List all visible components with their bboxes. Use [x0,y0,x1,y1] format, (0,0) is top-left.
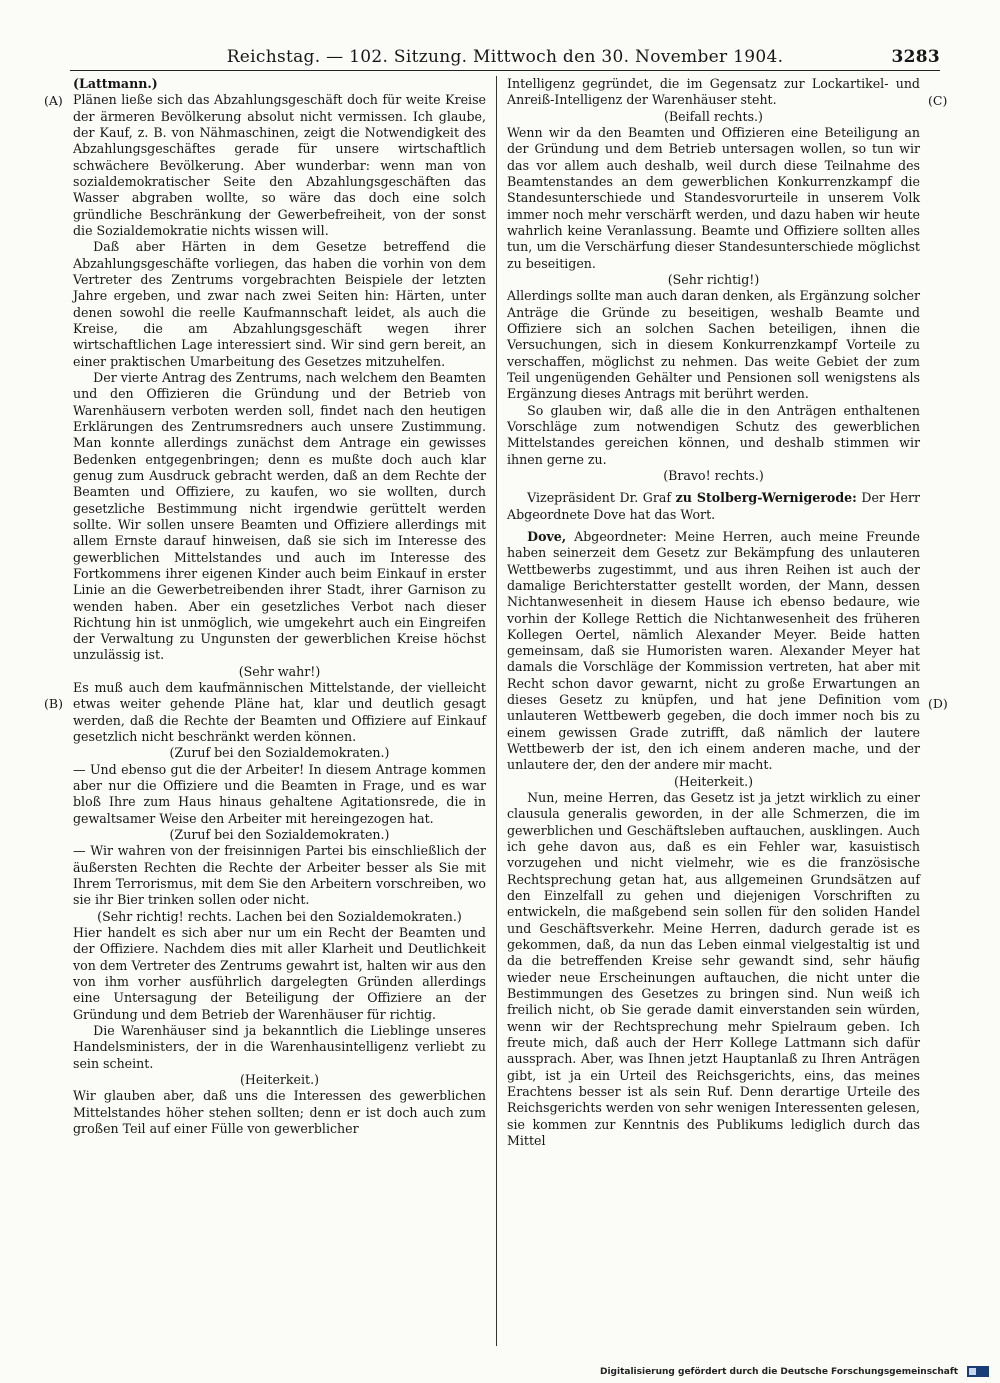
interjection: (Bravo! rechts.) [663,467,764,483]
paragraph: Nun, meine Herren, das Gesetz ist ja jetzt wirklich zu einer clausula generalis geworden, in der alle Schmerzen, die im gewerblichen und Geschäftsleben auftauchen, ausklingen. Auch ich gehe davon aus, daß es ein Fehler war, kasuistisch vorzugehen und nicht vielmehr, wie es die französische Rechtsprechung getan hat, aus allgemeinen Grundsätzen auf den Einzelfall zu gehen und diejenigen Vorschriften zu entwickeln, die maßgebend sein sollen für den soliden Handel und Geschäftsverkehr. Meine Herren, dadurch gerade ist es gekommen, daß, da nun das Leben einmal vielgestaltig ist und da die betreffenden Kreise sehr gewandt sind, sehr häufig wieder neue Erscheinungen auftauchen, die nicht unter die Bestimmungen des Gesetzes zu bringen sind. Nun weiß ich freilich nicht, ob Sie gerade damit einverstanden sein würden, wenn wir der Rechtsprechung mehr Spielraum geben. Ich freute mich, daß auch der Herr Kollege Lattmann sich dafür aussprach. Aber, was Ihnen jetzt Hauptanlaß zu Ihren Anträgen gibt, ist ja ein Urteil des Reichsgerichts, eins, das meines Erachtens besser ist als sein Ruf. Denn derartige Urteile des Reichsgerichts werden von sehr wenigen Interessenten gelesen, sie kommen zur Kenntnis des Publikums lediglich durch das Mittel [507,790,920,1148]
page-number: 3283 [891,47,940,67]
running-title: Reichstag. — 102. Sitzung. Mittwoch den 30. November 1904. [226,47,784,67]
paragraph: Hier handelt es sich aber nur um ein Recht der Beamten und der Offiziere. Nachdem dies mit aller Klarheit und Deutlichkeit von dem Vertreter des Zentrums gewahrt ist, halten wir aus den von ihm vorher ausführlich dargelegten Gründen allerdings eine Untersagung der Beteiligung der Offiziere an der Gründung und dem Betrieb der Warenhäuser für richtig. [73,925,486,1022]
paragraph: Intelligenz gegründet, die im Gegensatz zur Lockartikel- und Anreiß-Intelligenz der Warenhäuser steht. [507,76,920,108]
page-header [70,44,940,71]
paragraph: So glauben wir, daß alle die in den Anträgen enthaltenen Vorschläge zum notwendigen Schutz des gewerblichen Mittelstandes gereichen können, und deshalb stimmen wir ihnen gerne zu. [507,402,920,467]
paragraph: Der vierte Antrag des Zentrums, nach welchem den Beamten und den Offizieren die Gründung und der Betrieb von Warenhäusern verboten werden soll, findet nach den heutigen Erklärungen des Zentrumsredners auch unsere Zustimmung. Man konnte allerdings zunächst dem Antrage ein gewisses Bedenken entgegenbringen; denn es mußte doch auch klar genug zum Ausdruck gebracht werden, daß an dem Rechte der Beamten und Offiziere, zu kaufen, wo sie wollten, durch gesetzliche Bestimmung nicht irgendwie gerüttelt werden sollte. Wir sollen unsere Beamten und Offiziere allerdings mit allem Ernste darauf hinweisen, daß sie sich im Interesse des gewerblichen Mittelstandes und auch im Interesse des Fortkommens ihrer eigenen Kinder auch beim Einkauf in erster Linie an die Gewerbetreibenden ihrer Stadt, ihrer Garnison zu wenden haben. Aber ein gesetzliches Verbot nach dieser Richtung hin ist unmöglich, wie umgekehrt auch ein Eingreifen der Verwaltung zu Ungunsten der gewerblichen Kreise höchst unzulässig ist. [73,369,486,663]
column-divider [496,76,497,1346]
interjection: (Sehr wahr!) [238,663,321,679]
margin-mark-c: (C) [928,93,948,108]
interjection: (Sehr richtig! rechts. Lachen bei den Sozialdemokraten.) [97,908,462,924]
presiding-remark: Vizepräsident Dr. Graf zu Stolberg-Wernigerode: Der Herr Abgeordnete Dove hat das Wort. [507,490,920,522]
interjection: (Heiterkeit.) [240,1072,319,1088]
margin-mark-b: (B) [44,696,63,711]
speaker-tag: (Lattmann.) [73,76,158,91]
interjection: (Heiterkeit.) [674,773,753,789]
right-column [507,76,920,1149]
paragraph: Allerdings sollte man auch daran denken, als Ergänzung solcher Anträge die Gründe zu beseitigen, weshalb Beamte und Offiziere sich an solchen Sachen beteiligen, ihnen die Versuchungen, sich in diesem Konkurrenzkampf Vorteile zu verschaffen, möglichst zu nehmen. Das weite Gebiet der zum Teil ungenügenden Gehälter und Pensionen soll wenigstens als Ergänzung dieses Antrags mit berührt werden. [507,288,920,402]
paragraph: Plänen ließe sich das Abzahlungsgeschäft doch für weite Kreise der ärmeren Bevölkerung absolut nicht vermissen. Ich glaube, der Kauf, z. B. von Nähmaschinen, zeigt die Notwendigkeit des Abzahlungsgeschäftes gerade für unsere wirtschaftlich schwächere Bevölkerung. Aber wunderbar: wenn man von sozialdemokratischer Seite den Abzahlungsgeschäften das Wasser abgraben wollte, so wäre das doch eine solch gründliche Beschränkung der Gewerbefreiheit, von der sonst die Sozialdemokratie nichts wissen will. [73,92,486,238]
speaker-name: zu Stolberg-Wernigerode: [675,490,857,506]
left-column [73,76,486,1137]
speech-opening: Dove, Abgeordneter: Meine Herren, auch meine Freunde haben seinerzeit dem Gesetz zur Bekämpfung des unlauteren Wettbewerbs zugestimmt, und aus ihren Reihen ist auch der damalige Berichterstatter gestellt worden, der Mann, dessen Nichtanwesenheit in diesem Hause ich ebenso bedaure, wie vorhin der Kollege Rettich die Nichtanwesenheit des früheren Kollegen Oertel, nämlich Alexander Meyer. Beide hatten gemeinsam, daß sie Humoristen waren. Alexander Meyer hat damals die Vorschläge der Kommission vertreten, hat aber mit Recht schon davor gewarnt, nicht zu große Erwartungen an dieses Gesetz zu knüpfen, und hat jene Definition vom unlauteren Wettbewerb gegeben, die doch immer noch bis zu einem gewissen Grade zutrifft, daß nämlich der lautere Wettbewerb der ist, den ich einem anderen mache, und der unlautere der, den der andere mir macht. [507,528,920,773]
paragraph: — Wir wahren von der freisinnigen Partei bis einschließlich der äußersten Rechten die Rechte der Arbeiter besser als Sie mit Ihrem Terrorismus, mit dem Sie den Arbeitern vorschreiben, wo sie ihr Bier trinken sollen oder nicht. [73,843,486,908]
paragraph: — Und ebenso gut die der Arbeiter! In diesem Antrage kommen aber nur die Offiziere und die Beamten in Frage, und es war bloß Ihre zum Haus hinaus gehaltene Agitationsrede, die in gewaltsamer Weise den Arbeiter mit hereingezogen hat. [73,761,486,826]
interjection: (Zuruf bei den Sozialdemokraten.) [169,745,390,761]
interjection: (Beifall rechts.) [664,108,763,124]
speaker-name: Dove, [527,528,567,544]
paragraph: Daß aber Härten in dem Gesetze betreffend die Abzahlungsgeschäfte vorliegen, das haben die vorhin von dem Vertreter des Zentrums vorgebrachten Beispiele der letzten Jahre ergeben, und zwar nach zwei Seiten hin: Härten, unter denen sowohl die reelle Kaufmannschaft leidet, als auch die Kreise, die am Abzahlungsgeschäft wegen ihrer wirtschaftlichen Lage interessiert sind. Wir sind gern bereit, an einer praktischen Umarbeitung des Gesetzes mitzuhelfen. [73,239,486,369]
credit-text: Digitalisierung gefördert durch die Deutsche Forschungsgemeinschaft [600,1366,959,1377]
digitization-credit [600,1366,980,1380]
paragraph: Wenn wir da den Beamten und Offizieren eine Beteiligung an der Gründung und dem Betrieb untersagen wollen, so tun wir das vor allem auch deshalb, weil durch diese Teilnahme des Beamtenstandes an dem gewerblichen Konkurrenzkampf die Standesunterschiede und Standesvorurteile in unserem Volk immer noch mehr verschärft werden, und dazu haben wir heute wahrlich keine Veranlassung. Beamte und Offiziere sollten alles tun, um die Verschärfung dieser Standesunterschiede möglichst zu beseitigen. [507,124,920,271]
margin-mark-d: (D) [928,696,948,711]
paragraph: Wir glauben aber, daß uns die Interessen des gewerblichen Mittelstandes höher stehen sollten; denn er ist doch auch zum großen Teil auf einer Fülle von gewerblicher [73,1088,486,1136]
paragraph: Es muß auch dem kaufmännischen Mittelstande, der vielleicht etwas weiter gehende Pläne hat, klar und deutlich gesagt werden, daß die Rechte der Beamten und Offiziere auf Einkauf gesetzlich nicht beschränkt werden können. [73,680,486,745]
dfg-logo-icon [967,1366,989,1377]
paragraph: Die Warenhäuser sind ja bekanntlich die Lieblinge unseres Handelsministers, der in die Warenhausintelligenz verliebt zu sein scheint. [73,1023,486,1071]
interjection: (Sehr richtig!) [667,271,760,287]
margin-mark-a: (A) [44,93,63,108]
interjection: (Zuruf bei den Sozialdemokraten.) [169,827,390,843]
